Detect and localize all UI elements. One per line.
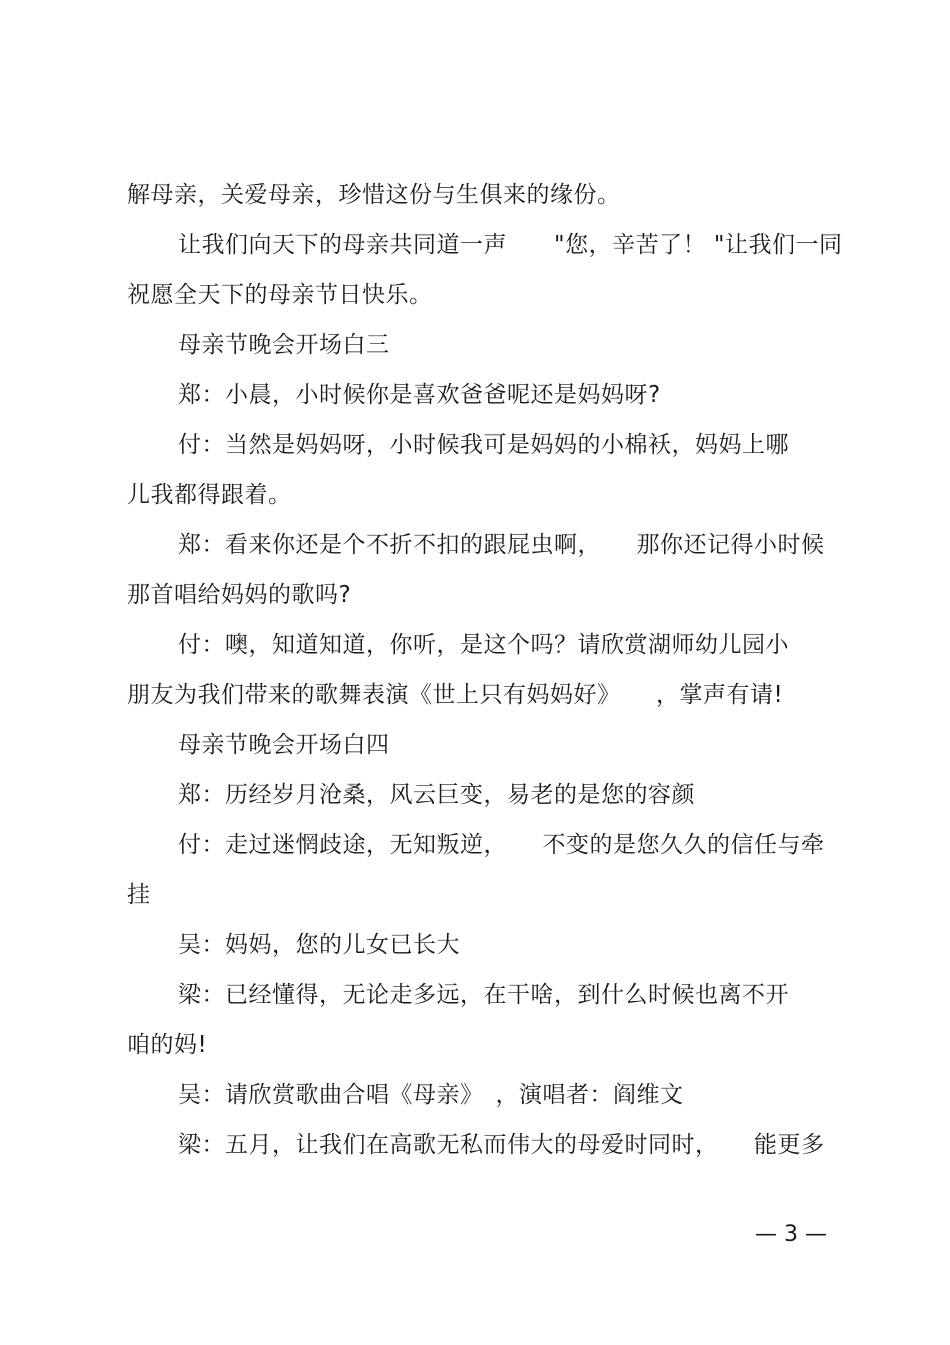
text-line-20: 梁：五月，让我们在高歌无私而伟大的母爱时同时， 能更多 bbox=[178, 1132, 825, 1158]
text-line-9: 那首唱给妈妈的歌吗? bbox=[127, 582, 352, 608]
text-line-8: 郑：看来你还是个不折不扣的跟屁虫啊， 那你还记得小时候 bbox=[178, 532, 825, 558]
text-line-19: 吴：请欣赏歌曲合唱《母亲》 ，演唱者：阎维文 bbox=[178, 1082, 684, 1108]
text-line-2: 让我们向天下的母亲共同道一声 "您，辛苦了！ "让我们一同 bbox=[178, 232, 843, 258]
text-line-5: 郑：小晨，小时候你是喜欢爸爸呢还是妈妈呀? bbox=[178, 382, 661, 408]
text-line-14: 付：走过迷惘歧途，无知叛逆， 不变的是您久久的信任与牵 bbox=[178, 832, 825, 858]
section-heading-4: 母亲节晚会开场白四 bbox=[178, 732, 390, 758]
page-number: — 3 — bbox=[755, 1222, 827, 1247]
section-heading-3: 母亲节晚会开场白三 bbox=[178, 332, 390, 358]
text-line-11: 朋友为我们带来的歌舞表演《世上只有妈妈好》 ，掌声有请! bbox=[127, 682, 784, 708]
text-line-16: 吴：妈妈，您的儿女已长大 bbox=[178, 932, 460, 958]
text-line-10: 付：噢，知道知道，你听，是这个吗？请欣赏湖师幼儿园小 bbox=[178, 632, 789, 658]
text-line-1: 解母亲，关爱母亲，珍惜这份与生俱来的缘份。 bbox=[127, 182, 621, 208]
text-line-13: 郑：历经岁月沧桑，风云巨变，易老的是您的容颜 bbox=[178, 782, 695, 808]
text-line-6: 付：当然是妈妈呀，小时候我可是妈妈的小棉袄，妈妈上哪 bbox=[178, 432, 789, 458]
text-line-3: 祝愿全天下的母亲节日快乐。 bbox=[127, 282, 433, 308]
text-line-17: 梁：已经懂得，无论走多远，在干啥，到什么时候也离不开 bbox=[178, 982, 789, 1008]
text-line-15: 挂 bbox=[127, 882, 151, 908]
text-line-18: 咱的妈! bbox=[127, 1032, 208, 1058]
text-line-7: 儿我都得跟着。 bbox=[127, 482, 292, 508]
